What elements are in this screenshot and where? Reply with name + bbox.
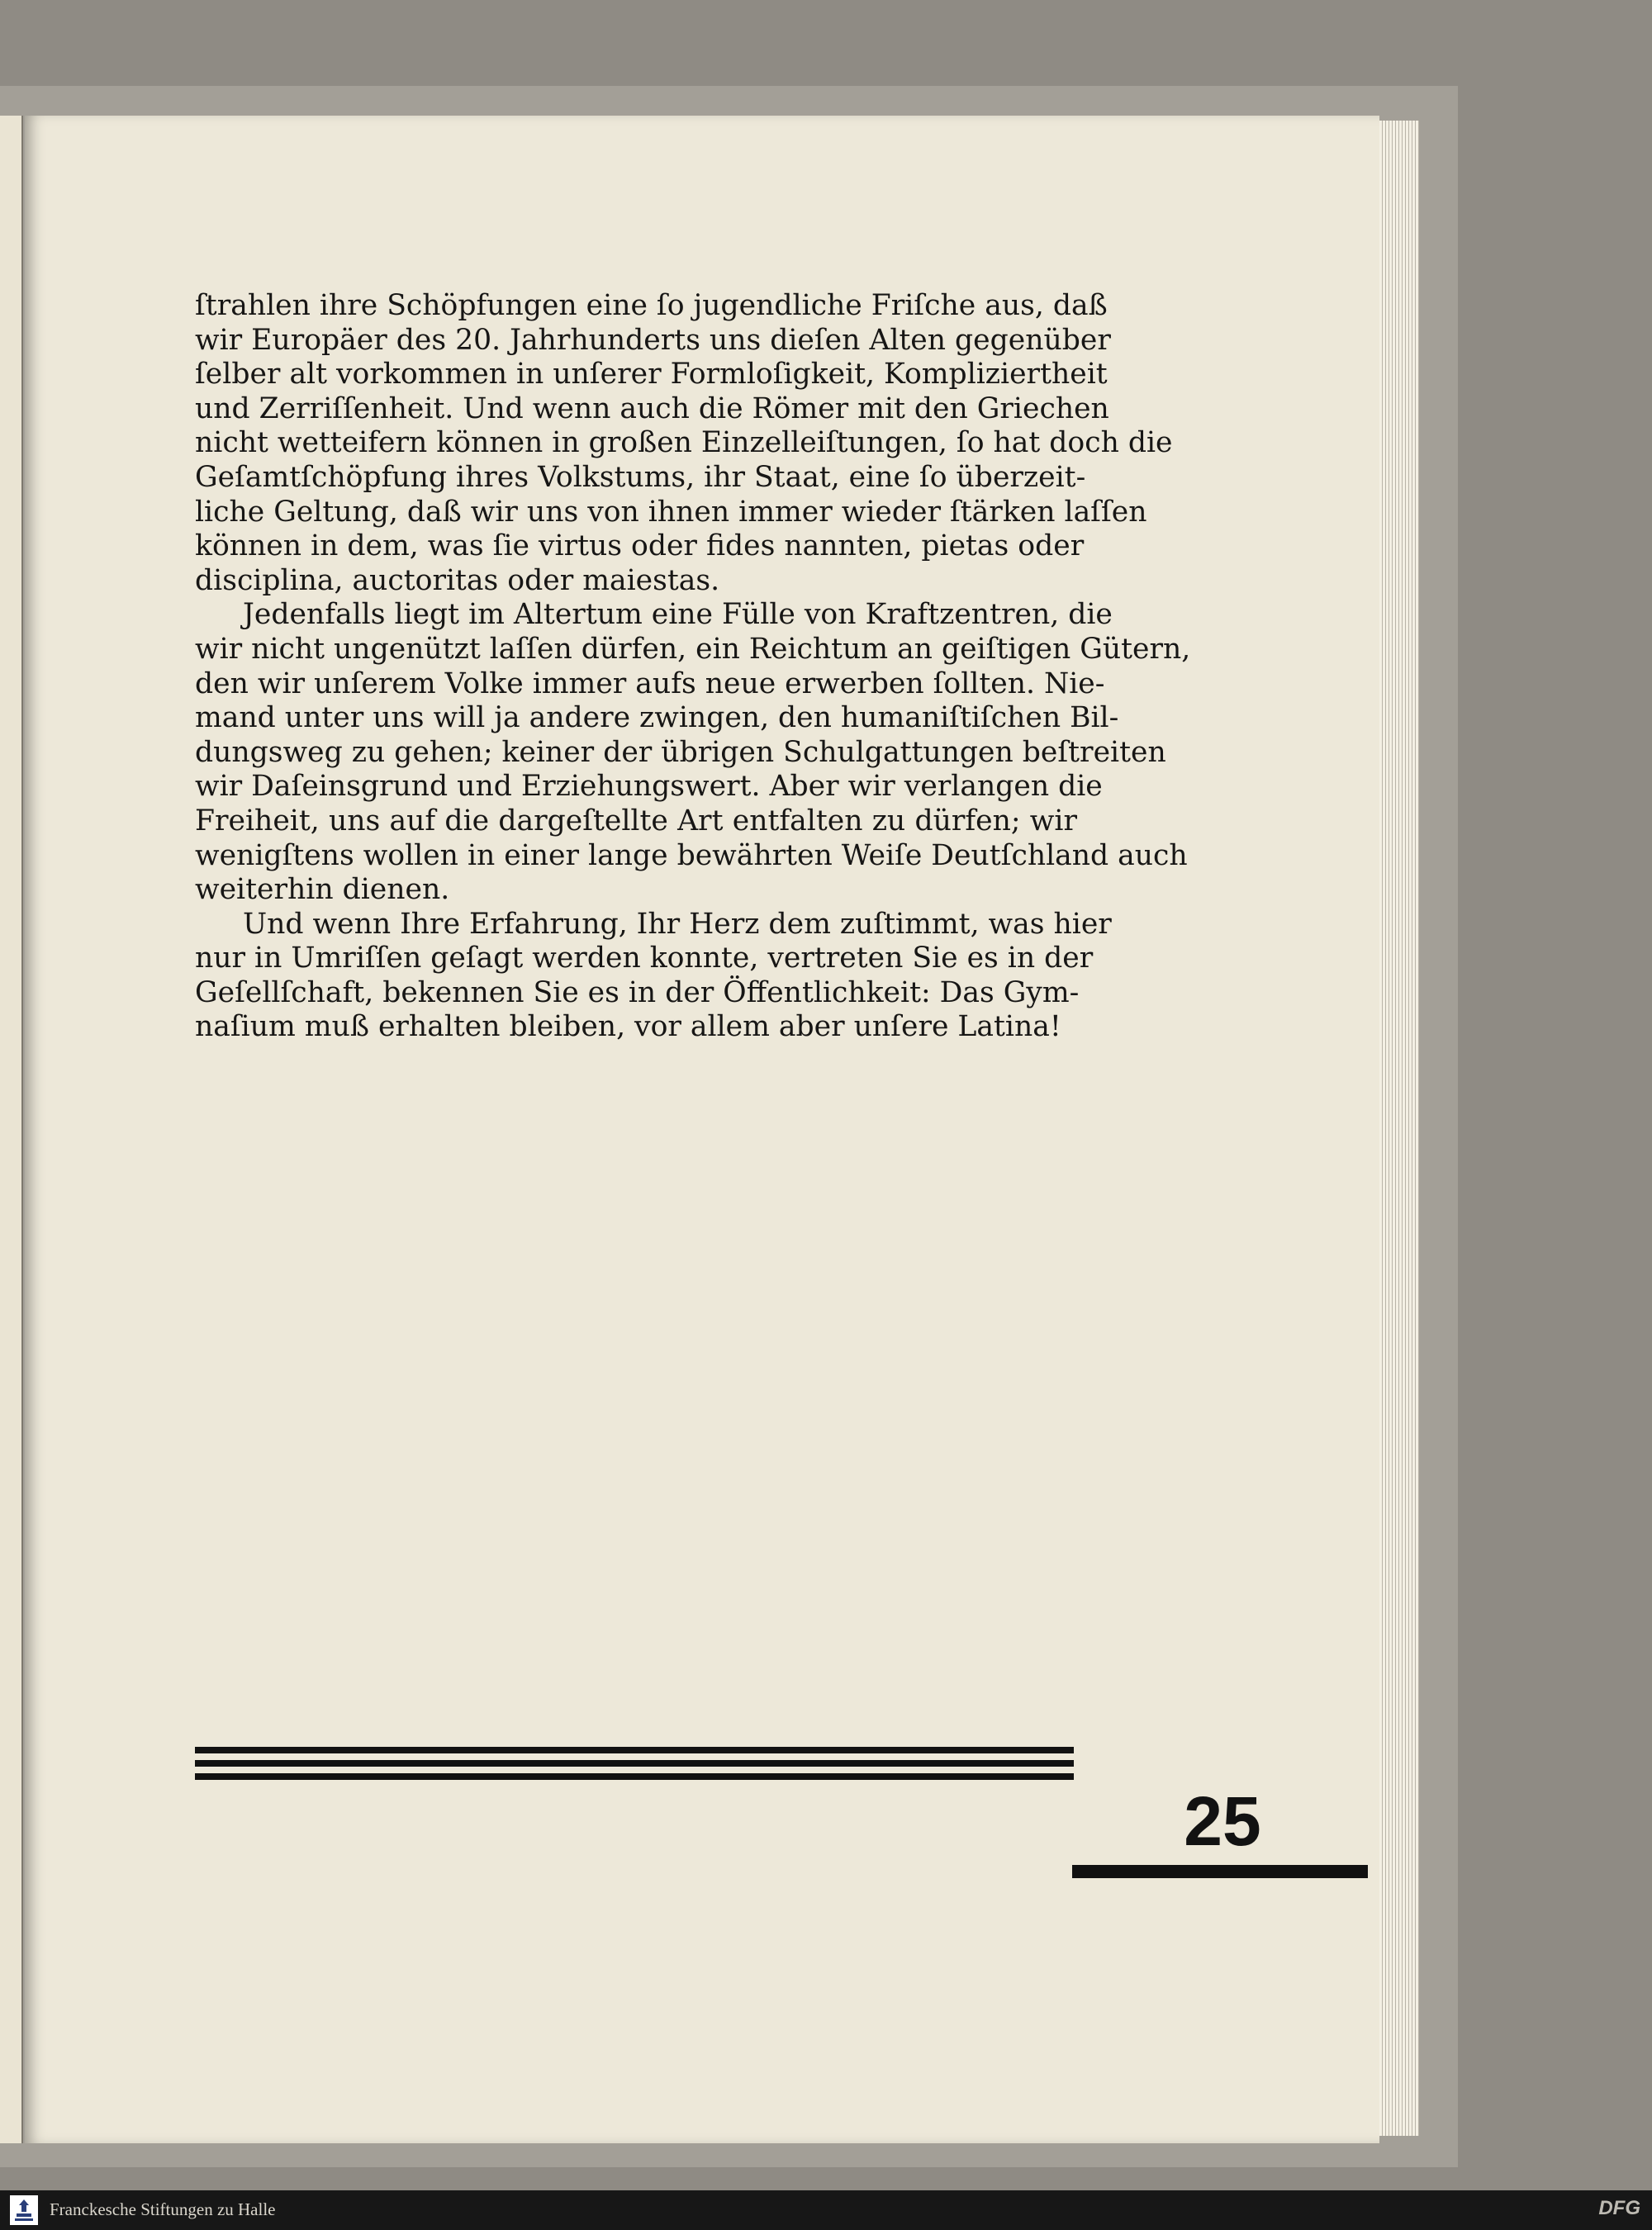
franckesche-stiftungen-logo-icon — [10, 2195, 38, 2225]
text-line: wir nicht ungenützt laſſen dürfen, ein Reichtum an geiſtigen Gütern, — [195, 632, 1191, 666]
text-line: Jedenfalls liegt im Altertum eine Fülle von Kraftzentren, die — [243, 598, 1113, 632]
body-text — [195, 289, 1191, 1045]
text-line: liche Geltung, daß wir uns von ihnen immer wieder ſtärken laſſen — [195, 495, 1147, 529]
text-line: und Zerriſſenheit. Und wenn auch die Römer mit den Griechen — [195, 391, 1109, 425]
text-line: wenigſtens wollen in einer lange bewährten Weiſe Deutſchland auch — [195, 838, 1188, 872]
rule-line — [195, 1760, 1074, 1767]
page-number: 25 — [1184, 1782, 1261, 1860]
rule-line — [195, 1747, 1074, 1753]
text-line: ſelber alt vorkommen in unſerer Formloſigkeit, Kompliziertheit — [195, 358, 1108, 391]
text-line: weiterhin dienen. — [195, 873, 450, 907]
page-number-rule — [1072, 1865, 1368, 1878]
text-line: nur in Umriſſen geſagt werden konnte, vertreten Sie es in der — [195, 942, 1094, 975]
previous-page-edge — [0, 116, 23, 2143]
page-stack-edge — [1379, 121, 1419, 2136]
text-line: Und wenn Ihre Erfahrung, Ihr Herz dem zuſtimmt, was hier — [243, 907, 1112, 941]
text-line: naſium muß erhalten bleiben, vor allem aber unſere Latina! — [195, 1010, 1061, 1044]
rule-line — [195, 1773, 1074, 1780]
text-line: Geſellſchaft, bekennen Sie es in der Öffentlichkeit: Das Gym- — [195, 975, 1080, 1009]
text-line: ſtrahlen ihre Schöpfungen eine ſo jugendliche Friſche aus, daß — [195, 289, 1108, 322]
footer-bar — [0, 2190, 1652, 2230]
text-line: können in dem, was ſie virtus oder fides nannten, pietas oder — [195, 529, 1085, 563]
decorative-rules — [195, 1747, 1074, 1786]
text-line: dungsweg zu gehen; keiner der übrigen Schulgattungen beſtreiten — [195, 735, 1166, 769]
text-line: wir Daſeinsgrund und Erziehungswert. Aber wir verlangen die — [195, 770, 1103, 804]
footer-source-label: Franckesche Stiftungen zu Halle — [50, 2199, 276, 2219]
text-line: Freiheit, uns auf die dargeſtellte Art entfalten zu dürfen; wir — [195, 804, 1077, 837]
text-line: Geſamtſchöpfung ihres Volkstums, ihr Staat, eine ſo überzeit- — [195, 460, 1086, 494]
dfg-badge: DFG — [1598, 2197, 1640, 2219]
text-line: disciplina, auctoritas oder maiestas. — [195, 563, 720, 597]
text-line: wir Europäer des 20. Jahrhunderts uns dieſen Alten gegenüber — [195, 323, 1111, 357]
text-line: nicht wetteifern können in großen Einzelleiſtungen, ſo hat doch die — [195, 426, 1173, 460]
text-line: mand unter uns will ja andere zwingen, den humaniſtiſchen Bil- — [195, 701, 1119, 735]
text-line: den wir unſerem Volke immer aufs neue erwerben ſollten. Nie- — [195, 667, 1105, 700]
